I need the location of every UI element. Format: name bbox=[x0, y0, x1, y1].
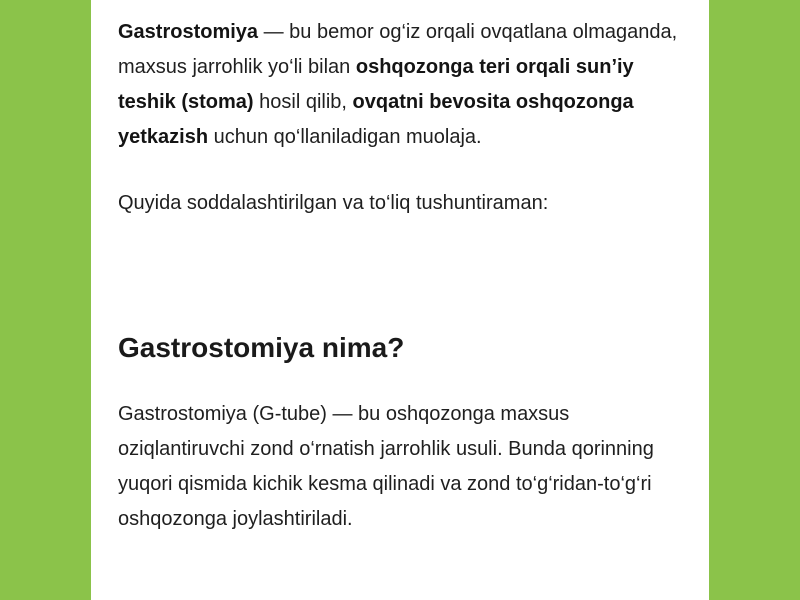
intro-text-1: — bu bemor og‘iz orqali ovqatlana olmaganda, maxsus jarrohlik yo‘li bilan bbox=[118, 21, 678, 78]
term-gastrostomiya: Gastrostomiya bbox=[118, 21, 259, 43]
intro-paragraph bbox=[118, 15, 688, 155]
emphasis-feeding: ovqatni bevosita oshqozonga yetkazish bbox=[118, 91, 634, 148]
article-content bbox=[91, 0, 709, 600]
definition-paragraph: Gastrostomiya (G-tube) — bu oshqozonga maxsus oziqlantiruvchi zond o‘rnatish jarrohlik usuli. Bunda qorinning yuqori qismida kichik kesma qilinadi va zond to‘g‘ridan-to‘g‘ri oshqozonga joylashtiriladi. bbox=[118, 403, 654, 530]
emphasis-stoma: oshqozonga teri orqali sun’iy teshik (stoma) bbox=[118, 56, 634, 113]
section-heading: Gastrostomiya nima? bbox=[118, 332, 405, 363]
intro-text-3: uchun qo‘llaniladigan muolaja. bbox=[208, 126, 482, 148]
explanation-intro: Quyida soddalashtirilgan va to‘liq tushuntiraman: bbox=[118, 192, 549, 214]
intro-text-2: hosil qilib, bbox=[253, 91, 353, 113]
